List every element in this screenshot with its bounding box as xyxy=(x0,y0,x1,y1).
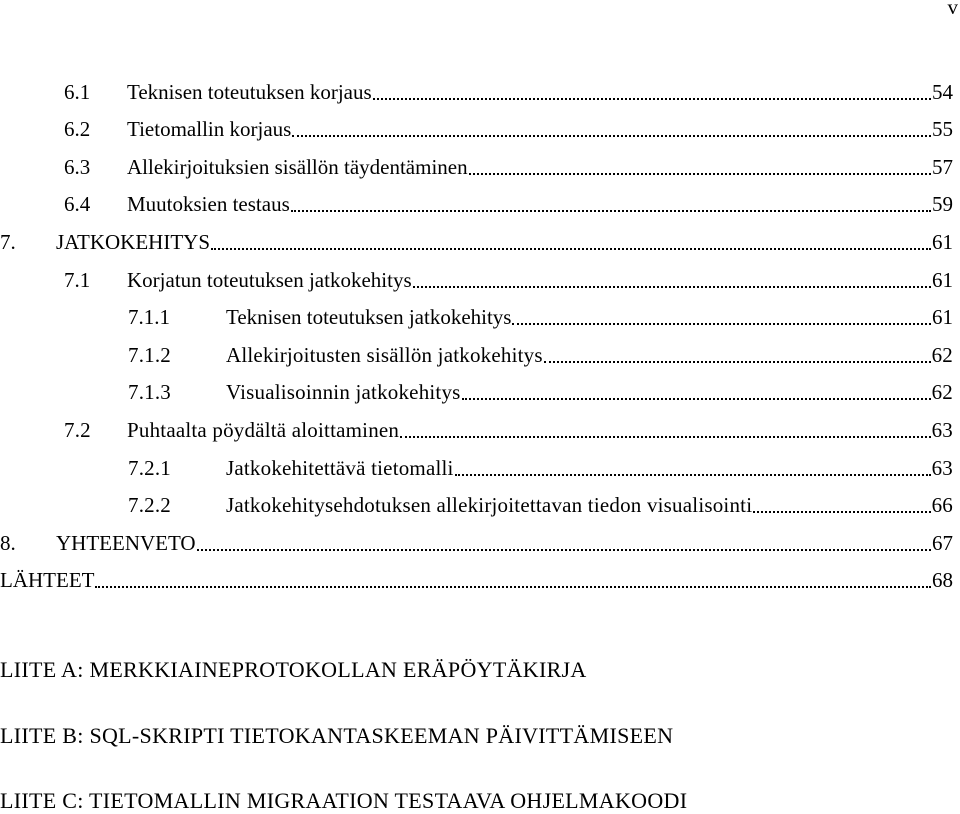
toc-entry[interactable] xyxy=(0,367,960,405)
toc-leader-dots xyxy=(544,361,931,363)
toc-entry[interactable] xyxy=(0,216,960,254)
toc-entry[interactable] xyxy=(0,480,960,518)
toc-entry[interactable] xyxy=(0,66,960,104)
toc-entry-title: Tietomallin korjaus xyxy=(127,117,292,142)
toc-entry-title: Jatkokehitettävä tietomalli xyxy=(226,455,454,480)
toc-leader-dots xyxy=(211,248,931,250)
toc-entry-number: 7.1.1 xyxy=(128,305,170,330)
toc-entry-title: Teknisen toteutuksen jatkokehitys xyxy=(226,305,512,330)
toc-leader-dots xyxy=(512,323,931,325)
toc-entry-page: 68 xyxy=(932,568,953,593)
toc-entry[interactable] xyxy=(0,329,960,367)
toc-entry-page: 66 xyxy=(931,493,953,518)
appendix-b[interactable]: LIITE B: SQL-SKRIPTI TIETOKANTASKEEMAN PÄIVITTÄMISEEN xyxy=(0,723,674,748)
toc-entry-page: 67 xyxy=(932,530,953,555)
toc-entry[interactable] xyxy=(0,292,960,330)
toc-entry-page: 62 xyxy=(931,380,953,405)
toc-entry-number: 6.3 xyxy=(64,154,91,179)
toc-entry-page: 63 xyxy=(931,455,953,480)
toc-leader-dots xyxy=(462,398,931,400)
toc-entry-number: 6.1 xyxy=(64,79,91,104)
toc-entry[interactable] xyxy=(0,555,960,593)
toc-entry-number: 7.2 xyxy=(64,417,91,442)
toc-entry-number: 8. xyxy=(0,530,16,555)
toc-entry-title: Muutoksien testaus xyxy=(127,192,290,217)
toc-entry-page: 57 xyxy=(932,154,953,179)
toc-entry-number: 7.1.2 xyxy=(128,342,171,367)
toc-leader-dots xyxy=(413,286,931,288)
toc-entry-title: Visualisoinnin jatkokehitys xyxy=(226,380,461,405)
toc-entry-page: 54 xyxy=(932,79,953,104)
toc-entry-title: Teknisen toteutuksen korjaus xyxy=(127,79,372,104)
toc-entry-page: 59 xyxy=(932,192,953,217)
toc-leader-dots xyxy=(469,173,931,175)
toc-entry-number: 7. xyxy=(0,229,16,254)
toc-entry[interactable] xyxy=(0,442,960,480)
toc-leader-dots xyxy=(753,511,930,513)
toc-entry-number: 7.2.2 xyxy=(128,493,171,518)
toc-entry-page: 63 xyxy=(931,417,953,442)
appendix-c[interactable]: LIITE C: TIETOMALLIN MIGRAATION TESTAAVA OHJELMAKOODI xyxy=(0,788,688,813)
toc-entry-title: Jatkokehitysehdotuksen allekirjoitettavan tiedon visualisointi xyxy=(226,493,753,518)
toc-entry-number: 6.2 xyxy=(64,117,91,142)
toc-entry-page: 62 xyxy=(931,342,953,367)
table-of-contents xyxy=(0,66,960,592)
toc-leader-dots xyxy=(292,135,931,137)
toc-entry[interactable] xyxy=(0,517,960,555)
toc-entry[interactable] xyxy=(0,141,960,179)
toc-entry-number: 7.2.1 xyxy=(128,455,171,480)
toc-entry-title: LÄHTEET xyxy=(0,568,95,593)
toc-leader-dots xyxy=(400,436,930,438)
toc-entry[interactable] xyxy=(0,254,960,292)
toc-entry-page: 61 xyxy=(932,305,953,330)
page-number: v xyxy=(947,0,958,19)
toc-entry-page: 61 xyxy=(932,229,953,254)
toc-leader-dots xyxy=(291,210,931,212)
toc-entry-title: Korjatun toteutuksen jatkokehitys xyxy=(127,267,412,292)
toc-entry[interactable] xyxy=(0,104,960,142)
toc-entry-title: Allekirjoitusten sisällön jatkokehitys xyxy=(226,342,543,367)
toc-entry-title: JATKOKEHITYS xyxy=(56,229,210,254)
toc-entry-page: 61 xyxy=(932,267,953,292)
toc-entry-title: Puhtaalta pöydältä aloittaminen xyxy=(127,417,400,442)
toc-entry[interactable] xyxy=(0,179,960,217)
appendix-a[interactable]: LIITE A: MERKKIAINEPROTOKOLLAN ERÄPÖYTÄKIRJA xyxy=(0,657,587,682)
toc-entry-title: Allekirjoituksien sisällön täydentäminen xyxy=(127,154,468,179)
toc-entry-number: 6.4 xyxy=(64,192,91,217)
toc-entry-page: 55 xyxy=(932,117,953,142)
toc-entry[interactable] xyxy=(0,404,960,442)
toc-leader-dots xyxy=(95,586,931,588)
toc-entry-number: 7.1 xyxy=(64,267,91,292)
toc-leader-dots xyxy=(455,474,931,476)
toc-entry-number: 7.1.3 xyxy=(128,380,171,405)
toc-leader-dots xyxy=(197,549,931,551)
toc-leader-dots xyxy=(373,98,931,100)
toc-entry-title: YHTEENVETO xyxy=(56,530,196,555)
